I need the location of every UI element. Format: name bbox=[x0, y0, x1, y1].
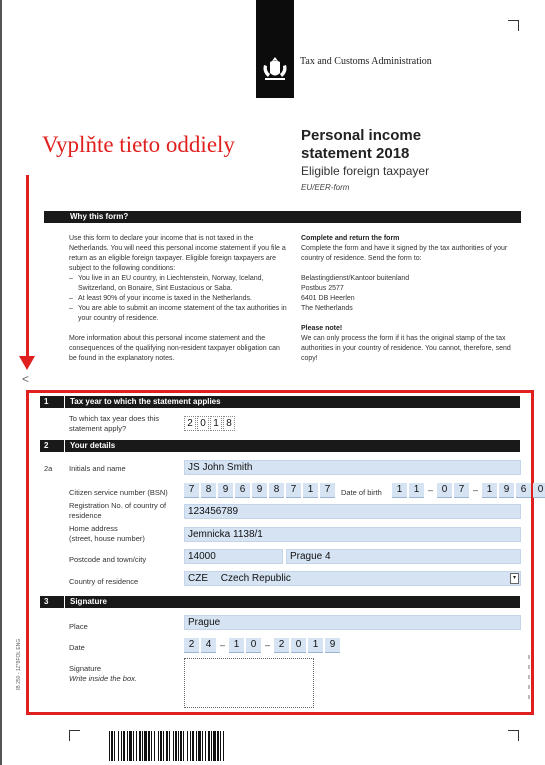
home-address-input[interactable]: Jemnicka 1138/1 bbox=[184, 527, 521, 542]
postcode-input[interactable]: 14000 bbox=[184, 549, 283, 564]
section-bar-why bbox=[44, 211, 521, 223]
annotation-text: Vyplňte tieto oddiely bbox=[42, 132, 235, 157]
digit-cell[interactable]: 1 bbox=[303, 483, 318, 498]
digit-cell[interactable]: 9 bbox=[218, 483, 233, 498]
section-title: Why this form? bbox=[70, 212, 129, 221]
crop-mark-top-right bbox=[508, 20, 519, 31]
form-title bbox=[301, 127, 421, 163]
initials-name-input[interactable]: JS John Smith bbox=[184, 460, 521, 475]
home-address-sublabel: (street, house number) bbox=[69, 534, 145, 543]
home-address-label-text: Home address bbox=[69, 524, 118, 533]
digit-cell[interactable]: 1 bbox=[308, 638, 323, 653]
digit-cell[interactable]: 8 bbox=[223, 416, 235, 431]
date-separator: – bbox=[427, 485, 433, 495]
digit-cell[interactable]: 7 bbox=[454, 483, 469, 498]
why-intro: Use this form to declare your income that is not taxed in the Netherlands. You will need this personal income statement if you file a return as an eligible foreign taxpayer. Eligible foreign taxpayers are subject to the following conditions: bbox=[69, 235, 286, 272]
chevron-left-icon: < bbox=[22, 372, 30, 386]
dob-label: Date of birth bbox=[341, 488, 382, 497]
tax-year-field[interactable] bbox=[184, 416, 236, 431]
country-select[interactable] bbox=[184, 571, 521, 586]
address-line: Postbus 2577 bbox=[301, 285, 344, 292]
registration-number-input[interactable]: 123456789 bbox=[184, 504, 521, 519]
digit-cell[interactable]: 2 bbox=[184, 416, 196, 431]
page-edge bbox=[0, 0, 2, 765]
digit-cell[interactable]: 8 bbox=[269, 483, 284, 498]
arrow-down-icon bbox=[19, 356, 35, 370]
town-input[interactable]: Prague 4 bbox=[286, 549, 521, 564]
note-title: Please note! bbox=[301, 325, 343, 332]
digit-cell[interactable]: 6 bbox=[516, 483, 531, 498]
signature-label-text: Signature bbox=[69, 664, 102, 673]
section-bar-3 bbox=[40, 596, 520, 608]
dob-field[interactable] bbox=[392, 483, 545, 498]
regno-label: Registration No. of country of residence bbox=[69, 501, 167, 520]
barcode bbox=[109, 731, 227, 761]
date-separator: – bbox=[472, 485, 478, 495]
digit-cell[interactable]: 2 bbox=[184, 638, 199, 653]
form-side-code: IB 250 - 1Z*8FOL ENG bbox=[16, 638, 22, 690]
condition-item: – You live in an EU country, in Liechtenstein, Norway, Iceland, Switzerland, on Bonaire, Sint Eustacious or Saba. bbox=[69, 274, 289, 294]
section-number: 2 bbox=[44, 441, 49, 450]
section-title: Signature bbox=[70, 597, 107, 606]
crop-mark-bottom-left bbox=[69, 730, 80, 741]
condition-item: – You are able to submit an income statement of the tax authorities in your country of residence. bbox=[69, 304, 289, 324]
section-title: Your details bbox=[70, 441, 116, 450]
digit-cell[interactable]: 1 bbox=[210, 416, 222, 431]
digit-cell[interactable]: 0 bbox=[533, 483, 545, 498]
digit-cell[interactable]: 4 bbox=[201, 638, 216, 653]
subsection-number: 2a bbox=[44, 464, 53, 473]
why-right-column bbox=[301, 234, 521, 364]
form-title-line1: Personal income bbox=[301, 127, 422, 144]
logo-bar bbox=[256, 0, 294, 98]
bsn-field[interactable] bbox=[184, 483, 337, 498]
crest-icon bbox=[260, 56, 290, 82]
digit-cell[interactable]: 8 bbox=[201, 483, 216, 498]
tax-year-label: To which tax year does this statement apply? bbox=[69, 414, 160, 433]
digit-cell[interactable]: 0 bbox=[291, 638, 306, 653]
postcode-label: Postcode and town/city bbox=[69, 555, 147, 564]
digit-cell[interactable]: 1 bbox=[409, 483, 424, 498]
date-label: Date bbox=[69, 643, 85, 652]
section-number: 1 bbox=[44, 397, 49, 406]
organization-name: Tax and Customs Administration bbox=[300, 56, 432, 67]
digit-cell[interactable]: 9 bbox=[325, 638, 340, 653]
dropdown-arrow-icon[interactable]: ▾ bbox=[510, 573, 519, 584]
condition-item: – At least 90% of your income is taxed in the Netherlands. bbox=[69, 294, 289, 304]
digit-cell[interactable]: 7 bbox=[286, 483, 301, 498]
digit-cell[interactable]: 1 bbox=[229, 638, 244, 653]
complete-title: Complete and return the form bbox=[301, 235, 400, 242]
place-input[interactable]: Prague bbox=[184, 615, 521, 630]
address-line: 6401 DB Heerlen bbox=[301, 295, 355, 302]
date-separator: – bbox=[264, 640, 270, 650]
digit-cell[interactable]: 6 bbox=[235, 483, 250, 498]
form-code: EU/EER-form bbox=[301, 183, 350, 192]
signature-hint: Write inside the box. bbox=[69, 674, 137, 683]
why-more-info: More information about this personal income statement and the consequences of the qualifying non-resident taxpayer obligation can be found in the explanatory notes. bbox=[69, 335, 280, 362]
digit-cell[interactable]: 0 bbox=[437, 483, 452, 498]
section-number: 3 bbox=[44, 597, 49, 606]
country-code: CZE bbox=[188, 573, 208, 584]
digit-cell[interactable]: 0 bbox=[246, 638, 261, 653]
initials-label: Initials and name bbox=[69, 464, 126, 473]
country-label: Country of residence bbox=[69, 577, 139, 586]
digit-cell[interactable]: 7 bbox=[184, 483, 199, 498]
crop-mark-bottom-right bbox=[508, 730, 519, 741]
why-left-column bbox=[69, 234, 289, 364]
digit-cell[interactable]: 1 bbox=[392, 483, 407, 498]
address-line: The Netherlands bbox=[301, 305, 353, 312]
note-text: We can only process the form if it has the original stamp of the tax authorities in your country of residence. You cannot, therefore, send copy! bbox=[301, 335, 511, 362]
home-address-label bbox=[69, 524, 145, 544]
address-line: Belastingdienst/Kantoor buitenland bbox=[301, 275, 410, 282]
digit-cell[interactable]: 7 bbox=[320, 483, 335, 498]
form-subtitle: Eligible foreign taxpayer bbox=[301, 164, 430, 178]
signature-box[interactable] bbox=[184, 658, 314, 708]
margin-ticks bbox=[526, 655, 532, 715]
country-name: Czech Republic bbox=[220, 573, 291, 584]
digit-cell[interactable]: 2 bbox=[274, 638, 289, 653]
bsn-label: Citizen service number (BSN) bbox=[69, 488, 168, 497]
section-bar-1 bbox=[40, 396, 520, 408]
signature-date-field[interactable] bbox=[184, 638, 342, 653]
signature-label bbox=[69, 664, 137, 684]
place-label: Place bbox=[69, 622, 88, 631]
digit-cell[interactable]: 0 bbox=[197, 416, 209, 431]
digit-cell[interactable]: 1 bbox=[482, 483, 497, 498]
section-bar-2 bbox=[40, 440, 520, 452]
date-separator: – bbox=[219, 640, 225, 650]
section-title: Tax year to which the statement applies bbox=[70, 397, 221, 406]
complete-text: Complete the form and have it signed by the tax authorities of your country of residence. Send the form to: bbox=[301, 245, 508, 262]
annotation-arrow-line bbox=[26, 175, 29, 360]
form-title-line2: statement 2018 bbox=[301, 145, 410, 162]
digit-cell[interactable]: 9 bbox=[499, 483, 514, 498]
digit-cell[interactable]: 9 bbox=[252, 483, 267, 498]
